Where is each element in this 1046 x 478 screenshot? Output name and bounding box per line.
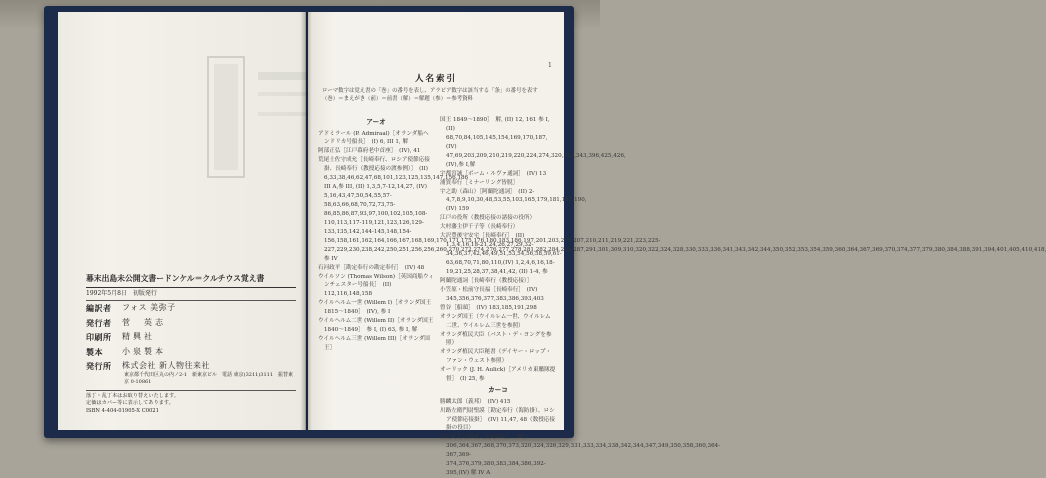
note-line: 落丁・乱丁本はお取り替えいたします。	[86, 392, 179, 399]
colophon-row-binding	[86, 344, 296, 358]
index-entry: 宇都宮誠［ボーム・ルヴァ通詞］ (IV) 13	[440, 170, 547, 177]
index-entry: 勝麟太郎（義邦） (IV) 415	[440, 398, 511, 405]
publisher-address: 東京都千代田区丸の内ノ2-1 新東京ビル 電話 東京(3211)3111 振替東京 0-10861	[124, 372, 293, 385]
role-value: 精興社	[122, 332, 155, 342]
page-number: 1	[548, 62, 552, 69]
index-entry: 荒尾土佐守成允［長崎奉行、ロシア使節応接掛、長崎奉行（教授応接の渡参例）］ (II) 6,33,38,46,62,47,68,101,123,125,135,147,156,186 III A,参 III, (II) 1,3,5,7-12,14,27, (IV) 5,16,43,47,50,54,55,57-58,63,66,68,70,72,73,75-86,85,86,87,93,97,100,102,105,108-110,113,117-119,121,123,126,129-133,135,142,144-145,148,154-156,158,161,162,164,166,167,168,169,170,171,175,176,180,183,186,197,201,203,206,207,210,211,219,221,223,225-227,229,230,238,242,250,251,256,256,260,270,272,274,276,277,278,281,282,284,286,287,291,301,309,310,320,322,324,328,330,333,336,341,343,342,344,350,352,353,354,359,360,364,367,369,370,374,377,379,380,384,388,391,394,401,405,410,418, 参 IV	[318, 157, 1046, 262]
index-entry: 江戸の役所（教授応接の諸接の役所）	[440, 215, 536, 222]
index-columns	[318, 116, 1046, 477]
index-entry: ウイルソン (Thomas Wilson)［英国商船ウィンチェスター号船長］ (II) 112,116,148,158	[318, 273, 434, 298]
role-label: 製本	[86, 346, 103, 357]
role-value: 株式会社 新人物往来社	[122, 360, 211, 370]
index-entry: オーリック (J. H. Aulick)［アメリカ東艦隊提督］ (I) 25, 参	[440, 367, 556, 383]
note-line: 定価はカバー等に表示してあります。	[86, 400, 174, 407]
index-section-heading: カーコ	[488, 386, 508, 395]
role-value: 小泉製本	[122, 346, 166, 356]
colophon-row-publisher	[86, 316, 296, 330]
index-column-right	[440, 116, 721, 478]
index-entry: 大沢豊後守安宅［長崎奉行］ (II) 1,3,4,16,18-21,24,26,27,29,32-34,36,37,42,46,49,51,53,54,56,58,59,61-63,68,70,71,80,110,(IV) 1,2,4,6,16,18-19,21,25,28,37,38,41,42, (II) 1-4, 参	[440, 233, 562, 275]
index-entry: 阿部正弘［江戸幕府老中首座］ (IV), 41	[318, 148, 421, 155]
index-entry: 阿蘭陀通詞［長崎奉行（教授応接）］	[440, 277, 533, 284]
role-value: 菅 英志	[122, 317, 166, 327]
book-title: 幕末出島未公開文書ードンケル＝クルチウス覚え書	[86, 274, 296, 288]
role-label: 発行所	[86, 360, 112, 371]
colophon-row-translator	[86, 301, 296, 315]
role-label: 発行者	[86, 317, 112, 328]
publication-date: 1992年5月8日 初版発行	[86, 288, 296, 302]
colophon-row-printer	[86, 330, 296, 344]
index-entry: 国王 1849〜1890］ 解, (II) 12, 161 参 I, (II) 68,70,84,105,145,154,169,170,187,(IV) 47,69,203,209,210,219,220,224,274,320,333,343,396,425,426,(IV),参 I,解	[440, 117, 626, 168]
index-entry: ウイルヘルム二世 (Willem II)［オランダ国王 1840〜1849］ 参 I, (I) 63, 参 I, 解	[318, 318, 434, 334]
book-gutter	[300, 12, 312, 430]
index-title: 人名索引	[414, 74, 457, 84]
index-entry: アドミラール (P. Admiraal)［オランダ船ヘンドリカ号船長］ (I) 6, III 1, 解	[318, 130, 429, 146]
index-entry: オランダ国王（ウイルレム一世、ウイルレム二世、ウイルレム三世を参照）	[440, 313, 551, 329]
colophon-row-publishing-house	[86, 359, 296, 373]
index-entry: 川路左衛門尉聖謨［勘定奉行（海防掛）、ロシア使節応接掛］ (IV) 11,47, 48（数授応接掛の役目）	[440, 407, 555, 432]
left-page	[58, 12, 306, 430]
index-entry: オランダ植民大臣（バスト・デ・ヨングを参照）	[440, 331, 552, 347]
index-entry: 川村対馬守修就［長崎奉行］ (IV) 306,364,367,368,370,373,320,324,326,329,331,333,334,338,342,344,347,349,350,358,360,364-367,369-374,376,379,380,383,384,386,392-395,(IV) 解 IV A	[440, 434, 721, 477]
index-entry: ウイルヘルム一世 (Willem I)［オランダ国王 1815〜1840］ (IV), 参 I	[318, 300, 432, 316]
colophon-notes	[86, 390, 296, 416]
index-section-heading: アーオ	[366, 118, 386, 126]
colophon	[86, 274, 296, 415]
index-intro: ローマ数字は覚え書の「巻」の番号を表し、アラビア数字は該当する「条」の番号を表す（巻）＝まえがき（前）＝前書（解）＝解題（参）＝参考資料	[322, 88, 538, 102]
right-page	[308, 12, 1046, 477]
index-entry: 大村藩主伊千子等（長崎奉行）	[440, 224, 519, 231]
role-value: フォス 美弥子	[122, 303, 176, 313]
index-entry: 石河政平［勘定奉行の勘定奉行］ (IV) 48	[318, 264, 425, 271]
index-entry: 浦賀奉行［ミナーリング皆脱］	[440, 179, 519, 186]
index-entry: 小笠原・松前守長福［長崎奉行］ (IV) 345,356,376,377,383,386,393,403	[440, 286, 544, 302]
index-entry: オランダ植民大臣秘書（デイヤー・ロップ・ファン・ウェスト参照）	[440, 349, 552, 365]
isbn: ISBN 4-404-01905-X C0021	[86, 407, 159, 414]
role-label: 編訳者	[86, 303, 112, 314]
index-entry: ウイルヘルム三世 (Willem III)［オランダ国王］	[318, 336, 430, 352]
index-entry: 曾谷［船頭］ (IV) 183,185,191,298	[440, 304, 537, 311]
role-label: 印刷所	[86, 332, 112, 343]
index-entry: 宇之助（森山）［阿蘭陀通詞］ (II) 2-4,7,8,9,10,30,48,53,55,103,165,179,181,185,190, (IV) 159	[440, 188, 587, 213]
